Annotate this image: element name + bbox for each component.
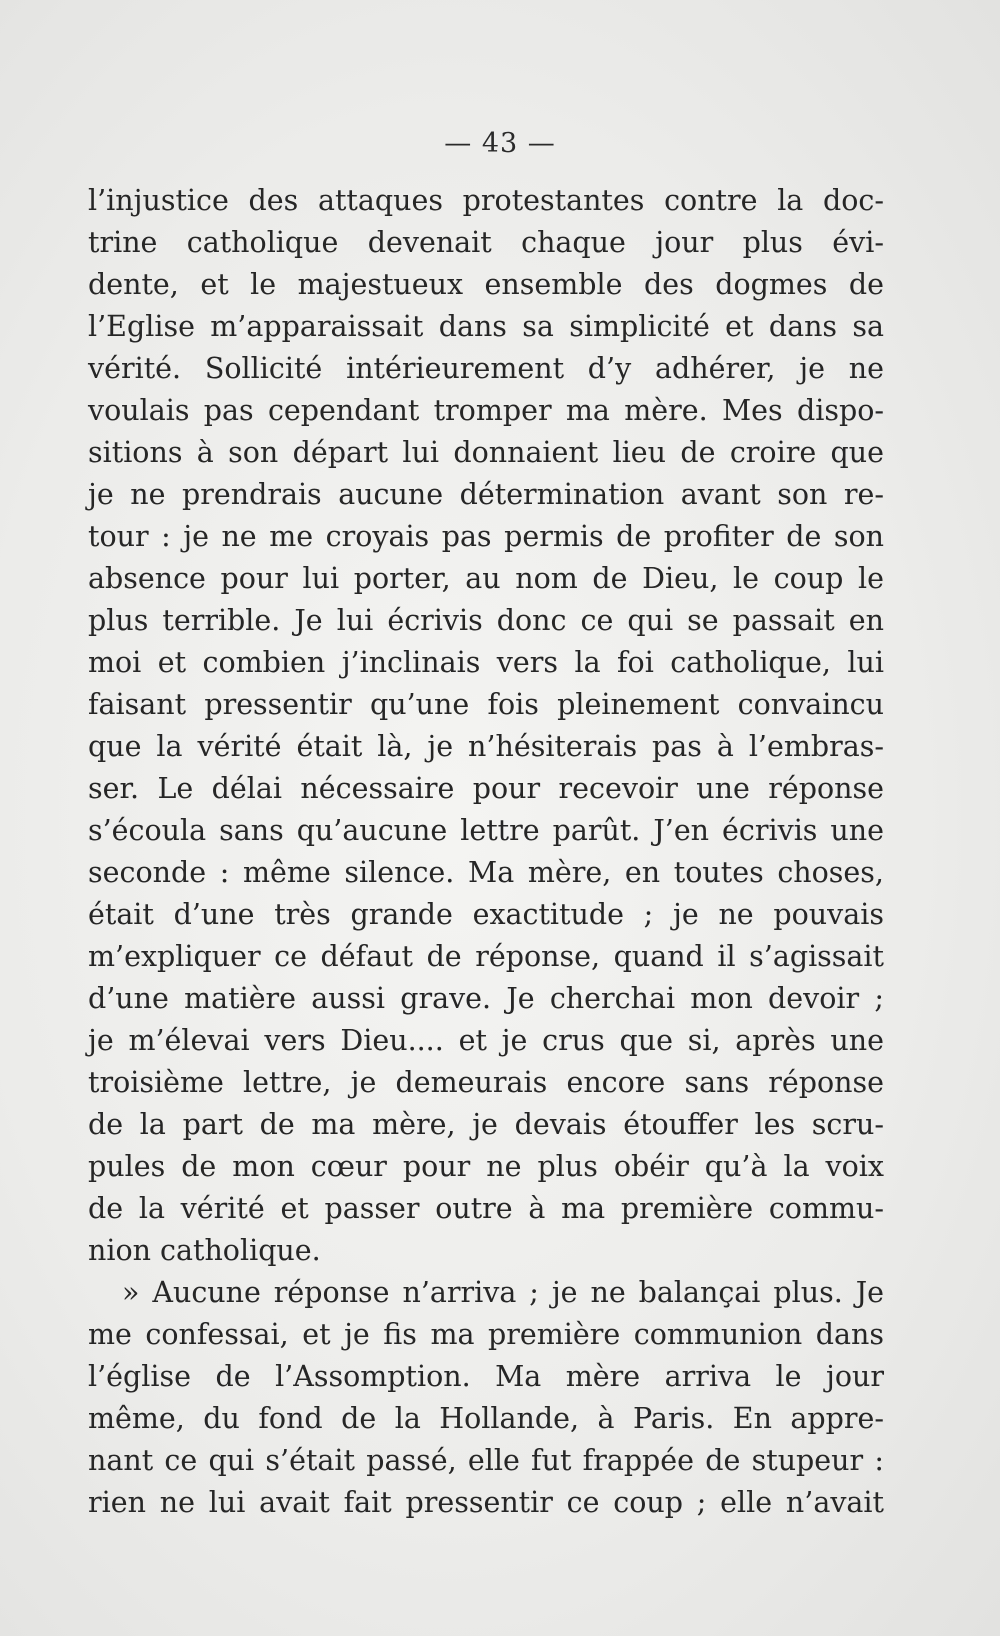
text-line: était d’une très grande exactitude ; je ne pouvais bbox=[88, 898, 884, 931]
text-line: absence pour lui porter, au nom de Dieu, le coup le bbox=[88, 562, 884, 595]
text-line: trine catholique devenait chaque jour plus évi- bbox=[88, 226, 884, 259]
text-line: s’écoula sans qu’aucune lettre parût. J’en écrivis une bbox=[88, 814, 884, 847]
text-line: l’église de l’Assomption. Ma mère arriva le jour bbox=[88, 1360, 884, 1393]
text-line: seconde : même silence. Ma mère, en toutes choses, bbox=[88, 856, 884, 889]
text-line: pules de mon cœur pour ne plus obéir qu’à la voix bbox=[88, 1150, 884, 1183]
paragraph-end-line: nion catholique. bbox=[88, 1234, 321, 1267]
text-line: de la vérité et passer outre à ma première commu- bbox=[88, 1192, 884, 1225]
text-line: voulais pas cependant tromper ma mère. Mes dispo- bbox=[88, 394, 884, 427]
text-line: vérité. Sollicité intérieurement d’y adhérer, je ne bbox=[88, 352, 884, 385]
text-line: tour : je ne me croyais pas permis de profiter de son bbox=[88, 520, 884, 553]
text-line: m’expliquer ce défaut de réponse, quand il s’agissait bbox=[88, 940, 884, 973]
text-line: d’une matière aussi grave. Je cherchai mon devoir ; bbox=[88, 982, 884, 1015]
text-line: plus terrible. Je lui écrivis donc ce qui se passait en bbox=[88, 604, 884, 637]
text-line: nant ce qui s’était passé, elle fut frappée de stupeur : bbox=[88, 1444, 884, 1477]
text-line: même, du fond de la Hollande, à Paris. En appre- bbox=[88, 1402, 884, 1435]
paragraph-start-line: » Aucune réponse n’arriva ; je ne balançai plus. Je bbox=[122, 1276, 884, 1309]
text-line: me confessai, et je fis ma première communion dans bbox=[88, 1318, 884, 1351]
text-line: de la part de ma mère, je devais étouffer les scru- bbox=[88, 1108, 884, 1141]
text-line: que la vérité était là, je n’hésiterais pas à l’embras- bbox=[88, 730, 884, 763]
text-line: je ne prendrais aucune détermination avant son re- bbox=[88, 478, 884, 511]
text-line: l’injustice des attaques protestantes contre la doc- bbox=[88, 184, 884, 217]
body-text bbox=[88, 180, 884, 1524]
text-line: troisième lettre, je demeurais encore sans réponse bbox=[88, 1066, 884, 1099]
text-line: rien ne lui avait fait pressentir ce coup ; elle n’avait bbox=[88, 1486, 884, 1519]
text-line: ser. Le délai nécessaire pour recevoir une réponse bbox=[88, 772, 884, 805]
page-number: — 43 — bbox=[444, 128, 556, 159]
text-line: sitions à son départ lui donnaient lieu de croire que bbox=[88, 436, 884, 469]
text-line: dente, et le majestueux ensemble des dogmes de bbox=[88, 268, 884, 301]
text-line: moi et combien j’inclinais vers la foi catholique, lui bbox=[88, 646, 884, 679]
text-line: je m’élevai vers Dieu.... et je crus que si, après une bbox=[88, 1024, 884, 1057]
text-line: faisant pressentir qu’une fois pleinement convaincu bbox=[88, 688, 884, 721]
text-line: l’Eglise m’apparaissait dans sa simplicité et dans sa bbox=[88, 310, 884, 343]
